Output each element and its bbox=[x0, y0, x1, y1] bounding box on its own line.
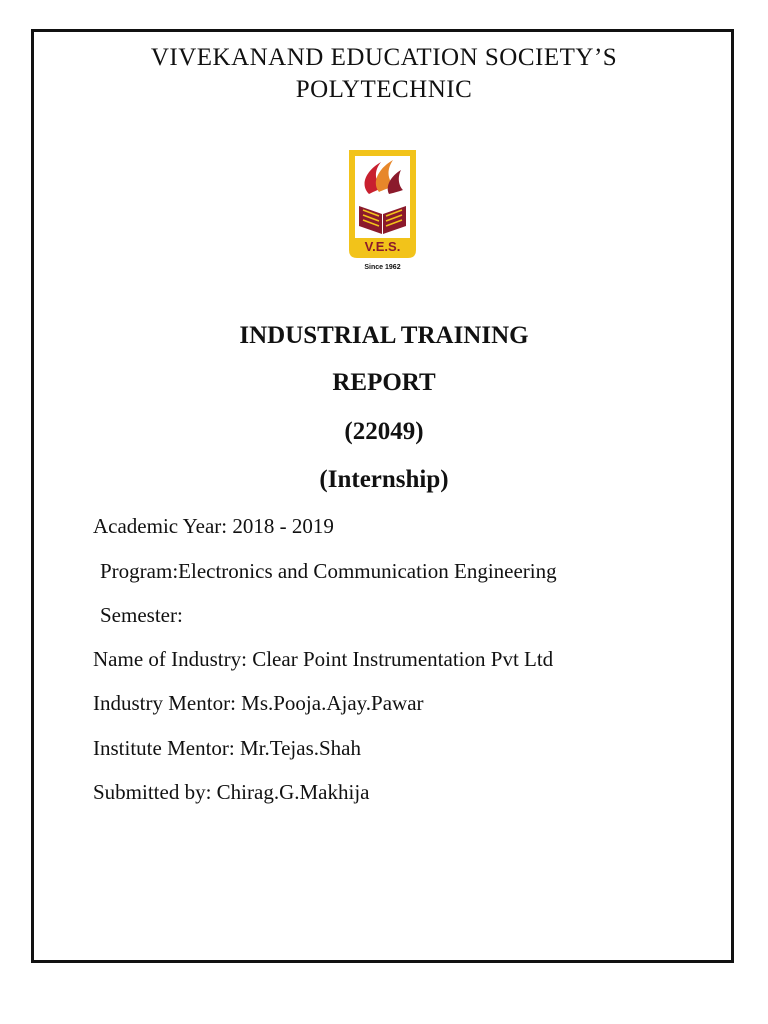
institute-mentor: Institute Mentor: Mr.Tejas.Shah bbox=[93, 736, 361, 760]
logo-text: V.E.S. bbox=[364, 239, 401, 254]
industry-name: Name of Industry: Clear Point Instrumentation Pvt Ltd bbox=[93, 647, 554, 671]
submitted-by: Submitted by: Chirag.G.Makhija bbox=[93, 780, 370, 804]
academic-year: Academic Year: 2018 - 2019 bbox=[93, 514, 334, 538]
report-title-line1: INDUSTRIAL TRAINING bbox=[239, 322, 529, 349]
semester: Semester: bbox=[100, 603, 183, 627]
report-code: (22049) bbox=[344, 418, 424, 445]
logo-since: Since 1962 bbox=[364, 264, 401, 271]
industry-mentor: Industry Mentor: Ms.Pooja.Ajay.Pawar bbox=[93, 691, 424, 715]
ves-logo bbox=[345, 148, 420, 272]
report-type: (Internship) bbox=[319, 466, 449, 493]
program: Program:Electronics and Communication Engineering bbox=[100, 559, 557, 583]
report-title-line2: REPORT bbox=[332, 369, 436, 396]
institution-name: VIVEKANAND EDUCATION SOCIETY’S bbox=[150, 44, 618, 71]
institution-type: POLYTECHNIC bbox=[295, 76, 473, 103]
